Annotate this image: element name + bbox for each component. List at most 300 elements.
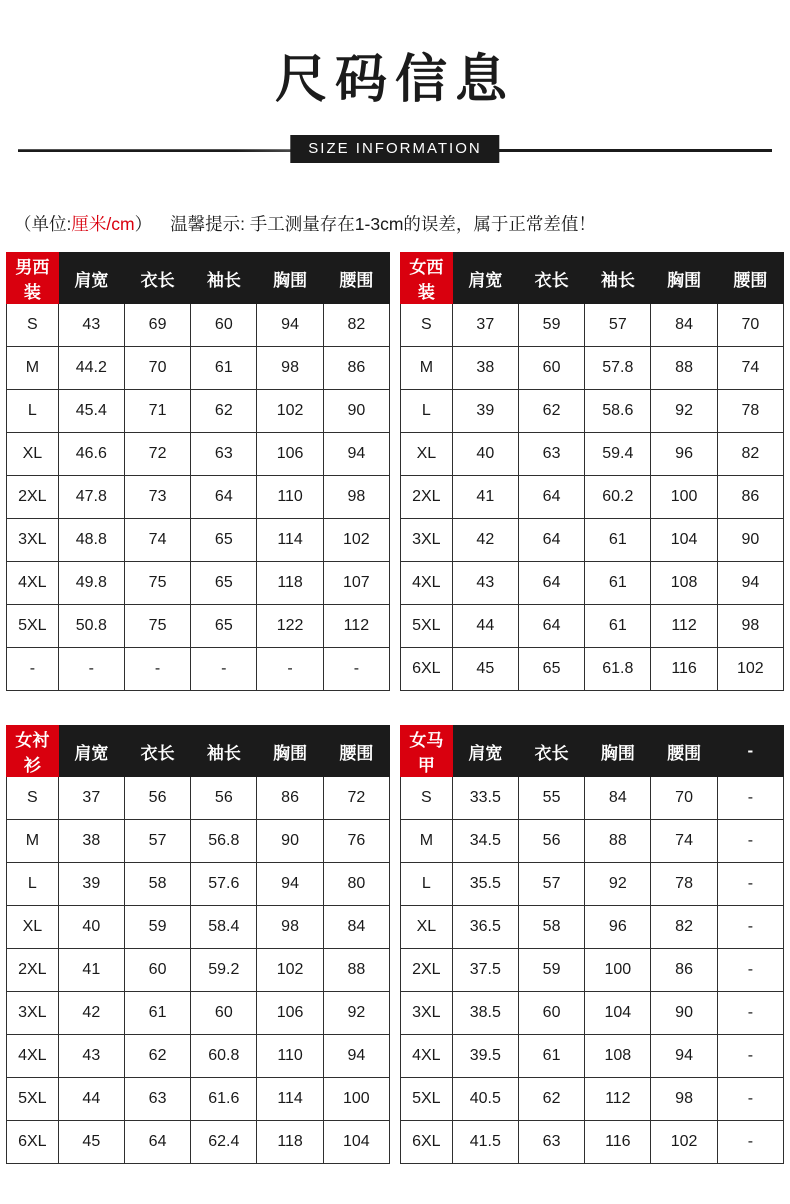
size-label: 6XL xyxy=(7,1121,59,1164)
column-header: 腰围 xyxy=(323,726,389,777)
cell-value: - xyxy=(191,648,257,691)
table-wrapper-womens-vest xyxy=(400,725,784,1164)
cell-value: 40 xyxy=(452,433,518,476)
cell-value: 112 xyxy=(585,1078,651,1121)
cell-value: 37.5 xyxy=(452,949,518,992)
cell-value: 88 xyxy=(651,347,717,390)
cell-value: 65 xyxy=(518,648,584,691)
size-label: 3XL xyxy=(7,992,59,1035)
cell-value: 102 xyxy=(651,1121,717,1164)
cell-value: 40 xyxy=(58,906,124,949)
size-label: XL xyxy=(401,906,453,949)
measurement-notice xyxy=(0,211,790,236)
table-row xyxy=(7,777,390,820)
cell-value: 80 xyxy=(323,863,389,906)
table-wrapper-womens-shirt xyxy=(6,725,390,1164)
cell-value: 94 xyxy=(323,1035,389,1078)
cell-value: - xyxy=(717,863,783,906)
page-header xyxy=(0,0,790,165)
size-label: S xyxy=(401,304,453,347)
column-header: 衣长 xyxy=(124,726,190,777)
cell-value: 38.5 xyxy=(452,992,518,1035)
cell-value: 40.5 xyxy=(452,1078,518,1121)
cell-value: 59 xyxy=(124,906,190,949)
cell-value: 112 xyxy=(651,605,717,648)
table-row xyxy=(7,906,390,949)
cell-value: 61 xyxy=(585,519,651,562)
divider-left xyxy=(18,149,308,152)
cell-value: 102 xyxy=(323,519,389,562)
cell-value: 43 xyxy=(452,562,518,605)
table-row xyxy=(401,476,784,519)
table-row xyxy=(7,1121,390,1164)
cell-value: 45.4 xyxy=(58,390,124,433)
cell-value: 38 xyxy=(452,347,518,390)
size-label: - xyxy=(7,648,59,691)
table-row xyxy=(401,519,784,562)
cell-value: 60 xyxy=(518,992,584,1035)
cell-value: 43 xyxy=(58,304,124,347)
cell-value: 72 xyxy=(124,433,190,476)
cell-value: 39.5 xyxy=(452,1035,518,1078)
cell-value: 57 xyxy=(124,820,190,863)
cell-value: 36.5 xyxy=(452,906,518,949)
cell-value: 38 xyxy=(58,820,124,863)
table-row xyxy=(401,648,784,691)
cell-value: 64 xyxy=(518,562,584,605)
cell-value: 59.2 xyxy=(191,949,257,992)
cell-value: - xyxy=(717,820,783,863)
notice-prefix: （单位: xyxy=(14,214,72,235)
column-header: 胸围 xyxy=(585,726,651,777)
table-row xyxy=(401,1078,784,1121)
cell-value: 57 xyxy=(518,863,584,906)
column-header: 衣长 xyxy=(124,253,190,304)
cell-value: 86 xyxy=(323,347,389,390)
table-row xyxy=(7,304,390,347)
cell-value: 41 xyxy=(58,949,124,992)
cell-value: 96 xyxy=(651,433,717,476)
cell-value: 41 xyxy=(452,476,518,519)
cell-value: 63 xyxy=(124,1078,190,1121)
cell-value: 94 xyxy=(323,433,389,476)
cell-value: 45 xyxy=(58,1121,124,1164)
cell-value: 70 xyxy=(124,347,190,390)
cell-value: 64 xyxy=(518,476,584,519)
table-row xyxy=(7,949,390,992)
cell-value: 62.4 xyxy=(191,1121,257,1164)
cell-value: 94 xyxy=(257,863,323,906)
cell-value: 86 xyxy=(717,476,783,519)
table-row xyxy=(401,390,784,433)
cell-value: 100 xyxy=(651,476,717,519)
notice-suffix: ） xyxy=(134,214,153,235)
cell-value: 61.6 xyxy=(191,1078,257,1121)
table-row xyxy=(401,863,784,906)
cell-value: 65 xyxy=(191,605,257,648)
size-label: L xyxy=(7,863,59,906)
tables-row-top xyxy=(0,252,790,691)
cell-value: 49.8 xyxy=(58,562,124,605)
table-row xyxy=(7,863,390,906)
cell-value: - xyxy=(717,906,783,949)
table-category-label: 女衬衫 xyxy=(7,726,59,777)
cell-value: 56 xyxy=(191,777,257,820)
cell-value: 37 xyxy=(58,777,124,820)
cell-value: 114 xyxy=(257,519,323,562)
cell-value: 65 xyxy=(191,562,257,605)
cell-value: 50.8 xyxy=(58,605,124,648)
cell-value: - xyxy=(58,648,124,691)
cell-value: 74 xyxy=(717,347,783,390)
cell-value: 61 xyxy=(518,1035,584,1078)
cell-value: 94 xyxy=(717,562,783,605)
cell-value: 118 xyxy=(257,562,323,605)
cell-value: 39 xyxy=(452,390,518,433)
cell-value: - xyxy=(717,1078,783,1121)
cell-value: 34.5 xyxy=(452,820,518,863)
cell-value: 90 xyxy=(717,519,783,562)
column-header: 腰围 xyxy=(717,253,783,304)
column-header: 腰围 xyxy=(651,726,717,777)
cell-value: 44 xyxy=(58,1078,124,1121)
cell-value: 42 xyxy=(58,992,124,1035)
cell-value: 98 xyxy=(257,347,323,390)
cell-value: - xyxy=(717,1121,783,1164)
cell-value: 62 xyxy=(518,1078,584,1121)
cell-value: 82 xyxy=(323,304,389,347)
cell-value: 84 xyxy=(323,906,389,949)
subtitle-band xyxy=(0,135,790,165)
cell-value: - xyxy=(717,992,783,1035)
size-label: XL xyxy=(401,433,453,476)
cell-value: 58 xyxy=(518,906,584,949)
cell-value: 61.8 xyxy=(585,648,651,691)
cell-value: 98 xyxy=(323,476,389,519)
cell-value: 70 xyxy=(651,777,717,820)
cell-value: 75 xyxy=(124,562,190,605)
cell-value: 59 xyxy=(518,949,584,992)
cell-value: 100 xyxy=(585,949,651,992)
cell-value: 92 xyxy=(323,992,389,1035)
cell-value: 62 xyxy=(124,1035,190,1078)
divider-right xyxy=(482,149,772,152)
cell-value: - xyxy=(717,949,783,992)
size-label: S xyxy=(7,777,59,820)
table-row xyxy=(7,1078,390,1121)
cell-value: 90 xyxy=(257,820,323,863)
table-wrapper-womens-suit xyxy=(400,252,784,691)
cell-value: 73 xyxy=(124,476,190,519)
size-label: 2XL xyxy=(401,949,453,992)
cell-value: 100 xyxy=(323,1078,389,1121)
size-table-womens-suit xyxy=(400,252,784,691)
cell-value: - xyxy=(717,1035,783,1078)
size-label: L xyxy=(7,390,59,433)
size-label: M xyxy=(401,820,453,863)
cell-value: 94 xyxy=(651,1035,717,1078)
table-row xyxy=(7,476,390,519)
size-label: L xyxy=(401,863,453,906)
cell-value: 61 xyxy=(585,605,651,648)
cell-value: 63 xyxy=(518,433,584,476)
cell-value: 64 xyxy=(191,476,257,519)
cell-value: 61 xyxy=(124,992,190,1035)
table-header-row xyxy=(7,253,390,304)
cell-value: 46.6 xyxy=(58,433,124,476)
cell-value: 59.4 xyxy=(585,433,651,476)
cell-value: 122 xyxy=(257,605,323,648)
cell-value: 106 xyxy=(257,433,323,476)
cell-value: 106 xyxy=(257,992,323,1035)
cell-value: 104 xyxy=(323,1121,389,1164)
table-header-row xyxy=(401,726,784,777)
cell-value: 63 xyxy=(518,1121,584,1164)
cell-value: 78 xyxy=(651,863,717,906)
table-row xyxy=(401,562,784,605)
table-row xyxy=(7,992,390,1035)
size-label: XL xyxy=(7,906,59,949)
cell-value: 37 xyxy=(452,304,518,347)
cell-value: 44.2 xyxy=(58,347,124,390)
column-header: 腰围 xyxy=(323,253,389,304)
table-category-label: 男西装 xyxy=(7,253,59,304)
size-table-womens-shirt xyxy=(6,725,390,1164)
cell-value: 104 xyxy=(585,992,651,1035)
cell-value: 47.8 xyxy=(58,476,124,519)
cell-value: 108 xyxy=(585,1035,651,1078)
cell-value: 110 xyxy=(257,1035,323,1078)
size-label: 6XL xyxy=(401,1121,453,1164)
cell-value: 84 xyxy=(651,304,717,347)
size-label: 5XL xyxy=(401,605,453,648)
table-row xyxy=(401,433,784,476)
table-wrapper-mens-suit xyxy=(6,252,390,691)
cell-value: 60.2 xyxy=(585,476,651,519)
column-header: 肩宽 xyxy=(58,726,124,777)
table-row xyxy=(7,648,390,691)
cell-value: 60 xyxy=(191,992,257,1035)
cell-value: 61 xyxy=(585,562,651,605)
table-row xyxy=(401,1035,784,1078)
cell-value: 78 xyxy=(717,390,783,433)
cell-value: 72 xyxy=(323,777,389,820)
column-header: 肩宽 xyxy=(58,253,124,304)
cell-value: 90 xyxy=(651,992,717,1035)
table-row xyxy=(401,347,784,390)
cell-value: 84 xyxy=(585,777,651,820)
cell-value: 98 xyxy=(651,1078,717,1121)
cell-value: 88 xyxy=(323,949,389,992)
size-label: M xyxy=(7,820,59,863)
cell-value: 82 xyxy=(651,906,717,949)
column-header: 肩宽 xyxy=(452,253,518,304)
column-header: 胸围 xyxy=(257,253,323,304)
cell-value: 64 xyxy=(518,519,584,562)
cell-value: 114 xyxy=(257,1078,323,1121)
column-header: 胸围 xyxy=(651,253,717,304)
table-row xyxy=(401,304,784,347)
cell-value: 74 xyxy=(124,519,190,562)
cell-value: 92 xyxy=(585,863,651,906)
size-label: M xyxy=(7,347,59,390)
cell-value: 57.6 xyxy=(191,863,257,906)
size-label: L xyxy=(401,390,453,433)
size-label: 3XL xyxy=(401,519,453,562)
table-row xyxy=(401,1121,784,1164)
cell-value: 116 xyxy=(585,1121,651,1164)
cell-value: - xyxy=(124,648,190,691)
table-row xyxy=(7,605,390,648)
cell-value: 58 xyxy=(124,863,190,906)
cell-value: 88 xyxy=(585,820,651,863)
size-label: 4XL xyxy=(401,562,453,605)
cell-value: 44 xyxy=(452,605,518,648)
table-category-label: 女马甲 xyxy=(401,726,453,777)
cell-value: 48.8 xyxy=(58,519,124,562)
table-row xyxy=(7,390,390,433)
cell-value: 42 xyxy=(452,519,518,562)
table-row xyxy=(401,820,784,863)
cell-value: 63 xyxy=(191,433,257,476)
column-header: 袖长 xyxy=(191,253,257,304)
cell-value: - xyxy=(323,648,389,691)
table-category-label: 女西装 xyxy=(401,253,453,304)
size-label: 5XL xyxy=(401,1078,453,1121)
cell-value: 98 xyxy=(257,906,323,949)
size-label: 5XL xyxy=(7,605,59,648)
table-row xyxy=(7,433,390,476)
cell-value: 116 xyxy=(651,648,717,691)
table-row xyxy=(7,347,390,390)
cell-value: 56 xyxy=(518,820,584,863)
cell-value: 94 xyxy=(257,304,323,347)
cell-value: 59 xyxy=(518,304,584,347)
cell-value: 57 xyxy=(585,304,651,347)
cell-value: 76 xyxy=(323,820,389,863)
size-table-mens-suit xyxy=(6,252,390,691)
size-label: M xyxy=(401,347,453,390)
cell-value: - xyxy=(717,777,783,820)
cell-value: 61 xyxy=(191,347,257,390)
cell-value: 102 xyxy=(717,648,783,691)
cell-value: 35.5 xyxy=(452,863,518,906)
cell-value: 86 xyxy=(257,777,323,820)
size-label: 2XL xyxy=(401,476,453,519)
size-label: 3XL xyxy=(401,992,453,1035)
cell-value: 60 xyxy=(191,304,257,347)
column-header: 衣长 xyxy=(518,726,584,777)
cell-value: 96 xyxy=(585,906,651,949)
cell-value: 60 xyxy=(124,949,190,992)
table-row xyxy=(401,949,784,992)
cell-value: 41.5 xyxy=(452,1121,518,1164)
subtitle-pill: SIZE INFORMATION xyxy=(290,135,499,163)
cell-value: 74 xyxy=(651,820,717,863)
table-row xyxy=(7,562,390,605)
table-row xyxy=(401,906,784,949)
notice-tip: 温馨提示: 手工测量存在1-3cm的误差，属于正常差值！ xyxy=(170,214,596,235)
size-label: S xyxy=(7,304,59,347)
cell-value: 118 xyxy=(257,1121,323,1164)
cell-value: 112 xyxy=(323,605,389,648)
notice-unit: 厘米/cm xyxy=(71,214,135,235)
column-header: 衣长 xyxy=(518,253,584,304)
table-row xyxy=(401,777,784,820)
cell-value: 71 xyxy=(124,390,190,433)
page-title: 尺码信息 xyxy=(274,51,515,109)
cell-value: 60 xyxy=(518,347,584,390)
cell-value: 33.5 xyxy=(452,777,518,820)
tables-row-bottom xyxy=(0,725,790,1164)
size-label: 4XL xyxy=(401,1035,453,1078)
table-header-row xyxy=(401,253,784,304)
cell-value: 104 xyxy=(651,519,717,562)
cell-value: 55 xyxy=(518,777,584,820)
cell-value: 107 xyxy=(323,562,389,605)
table-row xyxy=(401,992,784,1035)
size-label: 4XL xyxy=(7,1035,59,1078)
cell-value: 56 xyxy=(124,777,190,820)
table-row xyxy=(7,1035,390,1078)
cell-value: 60.8 xyxy=(191,1035,257,1078)
cell-value: 39 xyxy=(58,863,124,906)
cell-value: 62 xyxy=(518,390,584,433)
size-label: 5XL xyxy=(7,1078,59,1121)
column-header: 袖长 xyxy=(191,726,257,777)
cell-value: 58.4 xyxy=(191,906,257,949)
cell-value: 98 xyxy=(717,605,783,648)
column-header: 肩宽 xyxy=(452,726,518,777)
column-header: 胸围 xyxy=(257,726,323,777)
cell-value: 57.8 xyxy=(585,347,651,390)
size-label: XL xyxy=(7,433,59,476)
size-label: 2XL xyxy=(7,476,59,519)
column-header: - xyxy=(717,726,783,777)
cell-value: 56.8 xyxy=(191,820,257,863)
cell-value: 92 xyxy=(651,390,717,433)
cell-value: 45 xyxy=(452,648,518,691)
cell-value: 64 xyxy=(518,605,584,648)
cell-value: 69 xyxy=(124,304,190,347)
table-row xyxy=(7,519,390,562)
size-label: S xyxy=(401,777,453,820)
size-table-womens-vest xyxy=(400,725,784,1164)
cell-value: 75 xyxy=(124,605,190,648)
cell-value: 90 xyxy=(323,390,389,433)
table-row xyxy=(7,820,390,863)
size-label: 4XL xyxy=(7,562,59,605)
cell-value: 108 xyxy=(651,562,717,605)
cell-value: 58.6 xyxy=(585,390,651,433)
cell-value: 62 xyxy=(191,390,257,433)
cell-value: 43 xyxy=(58,1035,124,1078)
cell-value: 110 xyxy=(257,476,323,519)
cell-value: 82 xyxy=(717,433,783,476)
cell-value: - xyxy=(257,648,323,691)
size-label: 2XL xyxy=(7,949,59,992)
cell-value: 64 xyxy=(124,1121,190,1164)
table-header-row xyxy=(7,726,390,777)
cell-value: 102 xyxy=(257,949,323,992)
size-label: 3XL xyxy=(7,519,59,562)
cell-value: 65 xyxy=(191,519,257,562)
table-row xyxy=(401,605,784,648)
cell-value: 70 xyxy=(717,304,783,347)
column-header: 袖长 xyxy=(585,253,651,304)
cell-value: 102 xyxy=(257,390,323,433)
cell-value: 86 xyxy=(651,949,717,992)
